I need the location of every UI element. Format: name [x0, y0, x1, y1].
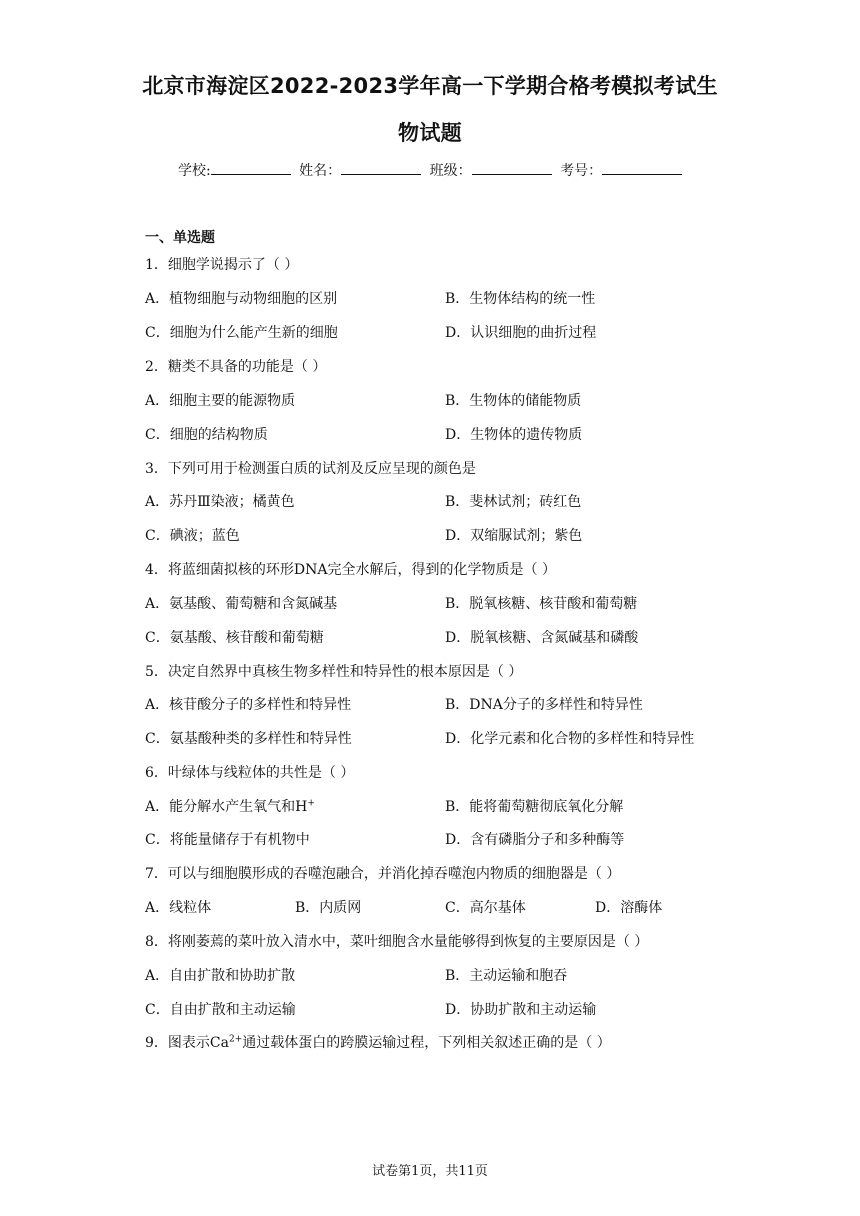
question-1-option-a: A．植物细胞与动物细胞的区别 [145, 291, 338, 307]
question-8-stem: 8．将刚萎蔫的菜叶放入清水中，菜叶细胞含水量能够得到恢复的主要原因是（ ） [145, 934, 649, 950]
question-4-option-b: B．脱氧核糖、核苷酸和葡萄糖 [445, 596, 638, 612]
question-2-option-a: A．细胞主要的能源物质 [145, 393, 296, 409]
question-1-option-c: C．细胞为什么能产生新的细胞 [145, 325, 338, 341]
question-5-option-c: C．氨基酸种类的多样性和特异性 [145, 731, 352, 747]
question-4-option-c: C．氨基酸、核苷酸和葡萄糖 [145, 630, 324, 646]
question-1-stem: 1．细胞学说揭示了（ ） [145, 257, 299, 273]
exam-title-line-2: 物试题 [398, 121, 462, 145]
class-label: 班级： [429, 163, 472, 179]
school-label: 学校: [178, 163, 211, 179]
question-7-option-d: D．溶酶体 [595, 900, 663, 916]
question-6-option-c: C．将能量储存于有机物中 [145, 832, 310, 848]
question-6-stem: 6．叶绿体与线粒体的共性是（ ） [145, 765, 355, 781]
question-5-option-d: D．化学元素和化合物的多样性和特异性 [445, 731, 695, 747]
question-5-option-a: A．核苷酸分子的多样性和特异性 [145, 697, 352, 713]
question-1-option-b: B．生物体结构的统一性 [445, 291, 596, 307]
question-3-option-a: A．苏丹Ⅲ染液；橘黄色 [145, 494, 295, 510]
question-1-option-d: D．认识细胞的曲折过程 [445, 325, 597, 341]
question-8-option-b: B．主动运输和胞吞 [445, 968, 568, 984]
question-7-stem: 7．可以与细胞膜形成的吞噬泡融合，并消化掉吞噬泡内物质的细胞器是（ ） [145, 866, 621, 882]
question-7-option-a: A．线粒体 [145, 900, 212, 916]
superscript-charge: 2+ [228, 1034, 243, 1045]
question-8-option-a: A．自由扩散和协助扩散 [145, 968, 296, 984]
question-5-stem: 5．决定自然界中真核生物多样性和特异性的根本原因是（ ） [145, 664, 523, 680]
name-blank[interactable] [341, 160, 421, 175]
question-2-option-b: B．生物体的储能物质 [445, 393, 582, 409]
exam-title-line-1: 北京市海淀区2022-2023学年高一下学期合格考模拟考试生 [142, 74, 718, 98]
class-blank[interactable] [472, 160, 552, 175]
question-8-option-d: D．协助扩散和主动运输 [445, 1002, 597, 1018]
question-4-option-a: A．氨基酸、葡萄糖和含氮碱基 [145, 596, 338, 612]
question-2-option-c: C．细胞的结构物质 [145, 427, 268, 443]
question-8-option-c: C．自由扩散和主动运输 [145, 1002, 296, 1018]
question-6-option-b: B．能将葡萄糖彻底氧化分解 [445, 799, 624, 815]
question-2-stem: 2．糖类不具备的功能是（ ） [145, 359, 327, 375]
student-info-fields [178, 160, 686, 180]
question-6-option-d: D．含有磷脂分子和多种酶等 [445, 832, 625, 848]
question-3-option-c: C．碘液；蓝色 [145, 528, 240, 544]
section-title: 一、单选题 [145, 230, 215, 246]
name-label: 姓名： [299, 163, 342, 179]
question-4-stem: 4．将蓝细菌拟核的环形DNA完全水解后，得到的化学物质是（ ） [145, 562, 556, 578]
question-7-option-c: C．高尔基体 [445, 900, 526, 916]
exam-number-blank[interactable] [602, 160, 682, 175]
question-3-option-b: B．斐林试剂；砖红色 [445, 494, 582, 510]
superscript-plus: + [307, 798, 315, 809]
school-blank[interactable] [211, 160, 291, 175]
question-4-option-d: D．脱氧核糖、含氮碱基和磷酸 [445, 630, 639, 646]
question-9-stem: 9．图表示$Ca^{2+}$通过载体蛋白的跨膜运输过程，下列相关叙述正确的是（ ） [145, 1034, 611, 1051]
question-3-option-d: D．双缩脲试剂；紫色 [445, 528, 583, 544]
question-3-stem: 3．下列可用于检测蛋白质的试剂及反应呈现的颜色是 [145, 461, 476, 477]
question-6-option-a: A．能分解水产生氧气和H+ [145, 798, 315, 815]
question-5-option-b: B．DNA分子的多样性和特异性 [445, 697, 643, 713]
question-2-option-d: D．生物体的遗传物质 [445, 427, 583, 443]
page-footer: 试卷第1页，共11页 [372, 1164, 488, 1179]
question-7-option-b: B．内质网 [295, 900, 362, 916]
exam-number-label: 考号： [560, 163, 603, 179]
